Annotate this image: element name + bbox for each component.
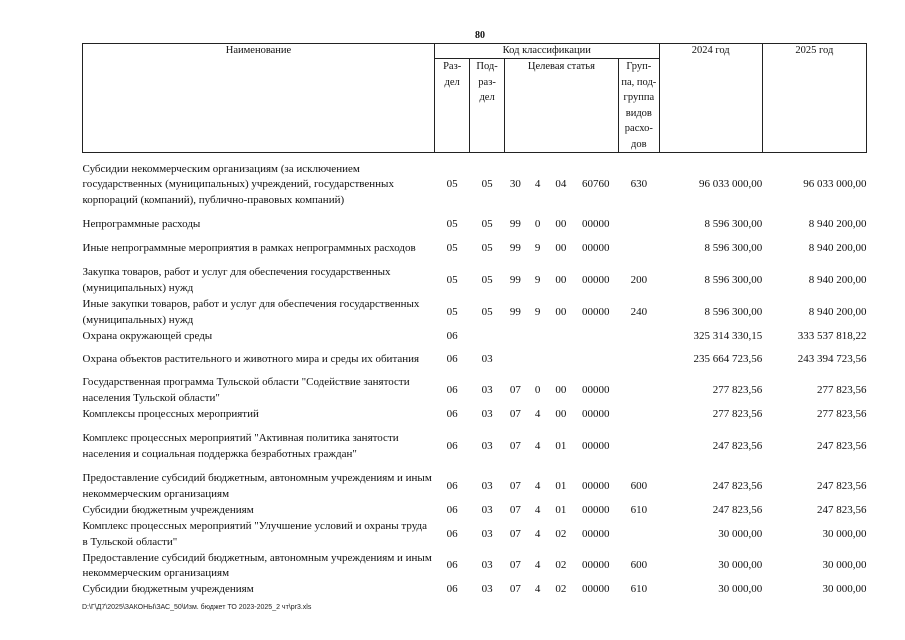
table-row: [83, 423, 867, 471]
row-target-event: [549, 345, 573, 375]
header-code-group: Код классификации: [434, 44, 659, 59]
row-expense-group: [619, 423, 660, 471]
row-target-program: 07: [509, 439, 521, 452]
row-target-type: 4: [534, 407, 541, 420]
row-razdel: 06: [446, 352, 458, 365]
row-expense-group: [619, 407, 660, 423]
row-target-program: 99: [509, 305, 521, 318]
table-row: [83, 551, 867, 582]
row-target-type: [527, 329, 549, 345]
row-amount-2025: 96 033 000,00: [803, 178, 867, 190]
row-target-code: 00000: [582, 217, 610, 230]
row-target-program: 99: [509, 217, 521, 230]
row-target-code: 00000: [582, 383, 610, 396]
row-target-code: [573, 329, 619, 345]
row-podrazdel: 03: [481, 407, 493, 420]
row-name: Непрограммные расходы: [82, 217, 201, 230]
table-row: [83, 407, 867, 423]
row-target-code: 00000: [582, 479, 610, 492]
row-target-code: 00000: [582, 407, 610, 420]
row-target-program: [504, 345, 526, 375]
budget-table: [82, 43, 867, 598]
row-target-code: [573, 345, 619, 375]
row-target-type: 9: [534, 273, 541, 286]
row-target-event: 00: [555, 217, 567, 230]
row-expense-group: 600: [630, 559, 648, 572]
row-razdel: 05: [446, 178, 458, 190]
row-razdel: 06: [446, 329, 458, 342]
row-expense-group: 610: [630, 503, 648, 516]
row-target-type: 4: [534, 439, 541, 452]
row-expense-group: 200: [630, 273, 648, 286]
row-target-program: 07: [509, 407, 521, 420]
row-target-code: 00000: [582, 527, 610, 540]
table-row: [83, 265, 867, 297]
row-target-type: 4: [534, 503, 541, 516]
row-podrazdel: 03: [481, 479, 493, 492]
row-razdel: 06: [446, 559, 458, 572]
row-target-program: 07: [509, 383, 521, 396]
row-target-code: 00000: [582, 439, 610, 452]
row-target-code: 00000: [582, 559, 610, 572]
row-razdel: 06: [446, 503, 458, 516]
header-group: Груп- па, под- группа видов расхо- дов: [619, 59, 660, 153]
row-amount-2025: 30 000,00: [822, 527, 867, 540]
table-body: [83, 153, 867, 598]
table-row: [83, 519, 867, 551]
row-amount-2025: 243 394 723,56: [797, 352, 867, 365]
row-target-type: 0: [534, 217, 541, 230]
row-name: Охрана объектов растительного и животного мира и среды их обитания: [82, 352, 420, 365]
row-amount-2024: 247 823,56: [712, 479, 763, 492]
row-amount-2025: 8 940 200,00: [808, 305, 867, 318]
row-podrazdel: 05: [481, 217, 493, 230]
table-row: [83, 217, 867, 233]
row-expense-group: [619, 233, 660, 265]
row-target-code: 00000: [582, 582, 610, 595]
row-name: Комплексы процессных мероприятий: [82, 407, 259, 420]
row-amount-2025: 247 823,56: [817, 439, 867, 452]
row-target-program: 07: [509, 527, 521, 540]
row-podrazdel: 03: [481, 527, 493, 540]
header-year-2024: 2024 год: [659, 44, 762, 153]
row-name: Государственная программа Тульской области "Содействие занятости населения Тульской области": [82, 376, 410, 404]
row-podrazdel: 03: [481, 503, 493, 516]
row-target-program: 07: [509, 559, 521, 572]
row-podrazdel: 05: [481, 178, 493, 190]
row-name: Комплекс процессных мероприятий "Улучшение условий и охраны труда в Тульской области": [82, 520, 427, 548]
row-target-type: 4: [534, 527, 541, 540]
row-target-event: 00: [555, 407, 567, 420]
row-razdel: 06: [446, 527, 458, 540]
row-expense-group: [619, 217, 660, 233]
row-razdel: 05: [446, 217, 458, 230]
row-podrazdel: [470, 329, 504, 345]
row-target-event: 00: [555, 305, 567, 318]
table-row: [83, 329, 867, 345]
row-name: Субсидии бюджетным учреждениям: [82, 582, 254, 595]
row-name: Субсидии бюджетным учреждениям: [82, 503, 254, 516]
row-podrazdel: 03: [481, 559, 493, 572]
row-target-type: [527, 345, 549, 375]
row-target-program: 99: [509, 273, 521, 286]
row-target-event: [549, 329, 573, 345]
row-expense-group: 240: [630, 305, 648, 318]
header-target: Целевая статья: [504, 59, 618, 153]
row-amount-2025: 8 940 200,00: [808, 241, 867, 254]
row-target-event: 01: [555, 503, 567, 516]
header-podrazdel: Под- раз- дел: [470, 59, 504, 153]
row-amount-2024: 8 596 300,00: [704, 217, 763, 230]
row-name: Субсидии некоммерческим организациям (за исключением государственных (муниципальных) учреждений, государственных корпораций (компаний), публично-правовых компаний): [82, 162, 394, 206]
row-target-event: 02: [555, 527, 567, 540]
row-razdel: 06: [446, 439, 458, 452]
row-amount-2024: 8 596 300,00: [704, 273, 763, 286]
row-target-type: 4: [534, 559, 541, 572]
row-target-event: 01: [555, 439, 567, 452]
row-target-type: 9: [534, 305, 541, 318]
row-amount-2025: 8 940 200,00: [808, 217, 867, 230]
row-podrazdel: 03: [481, 383, 493, 396]
header-razdel: Раз- дел: [434, 59, 469, 153]
row-target-type: 9: [534, 241, 541, 254]
table-row: [83, 233, 867, 265]
header-year-2025: 2025 год: [762, 44, 866, 153]
table-row: [83, 503, 867, 519]
row-razdel: 05: [446, 273, 458, 286]
row-target-event: 01: [555, 479, 567, 492]
row-target-program: 30: [509, 178, 521, 190]
row-expense-group: [619, 375, 660, 407]
row-target-program: [504, 329, 526, 345]
row-target-program: 07: [509, 479, 521, 492]
row-amount-2025: 8 940 200,00: [808, 273, 867, 286]
row-amount-2024: 325 314 330,15: [693, 329, 763, 342]
row-expense-group: 600: [630, 479, 648, 492]
row-target-program: 07: [509, 582, 521, 595]
row-target-event: 02: [555, 559, 567, 572]
row-podrazdel: 05: [481, 241, 493, 254]
row-amount-2025: 247 823,56: [817, 479, 867, 492]
row-amount-2024: 247 823,56: [712, 503, 763, 516]
row-target-code: 00000: [582, 273, 610, 286]
row-razdel: 06: [446, 407, 458, 420]
table-row: [83, 345, 867, 375]
row-razdel: 06: [446, 479, 458, 492]
file-path-footer: D:\Г\Д7\2025\ЗАКОНЫ\ЗАС_50\Изм. бюджет ТО 2023-2025_2 чт\pr3.xls: [82, 604, 312, 611]
row-amount-2025: 277 823,56: [817, 383, 867, 396]
row-expense-group: 610: [630, 582, 648, 595]
row-target-program: 07: [509, 503, 521, 516]
row-amount-2024: 96 033 000,00: [699, 178, 763, 190]
row-name: Предоставление субсидий бюджетным, автономным учреждениям и иным некоммерческим организациям: [82, 472, 432, 500]
row-name: Комплекс процессных мероприятий "Активная политика занятости населения и социальная поддержка безработных граждан": [82, 432, 399, 460]
row-target-code: 00000: [582, 503, 610, 516]
row-podrazdel: 05: [481, 273, 493, 286]
table-row: [83, 375, 867, 407]
row-expense-group: [619, 519, 660, 551]
row-target-type: 4: [534, 178, 541, 190]
row-target-event: 02: [555, 582, 567, 595]
row-razdel: 05: [446, 305, 458, 318]
table-row: [83, 471, 867, 503]
table-row: [83, 582, 867, 598]
row-target-code: 00000: [582, 241, 610, 254]
row-target-event: 00: [555, 241, 567, 254]
row-amount-2024: 247 823,56: [712, 439, 763, 452]
header-name: Наименование: [83, 44, 435, 153]
row-target-event: 00: [555, 383, 567, 396]
row-target-type: 4: [534, 479, 541, 492]
table-row: [83, 153, 867, 217]
row-amount-2024: 30 000,00: [718, 582, 763, 595]
row-target-program: 99: [509, 241, 521, 254]
row-amount-2025: 277 823,56: [817, 407, 867, 420]
row-expense-group: [619, 345, 660, 375]
row-name: Иные непрограммные мероприятия в рамках непрограммных расходов: [82, 241, 416, 254]
row-amount-2024: 8 596 300,00: [704, 241, 763, 254]
table-header: [83, 44, 867, 153]
row-razdel: 06: [446, 582, 458, 595]
row-amount-2024: 8 596 300,00: [704, 305, 763, 318]
row-name: Иные закупки товаров, работ и услуг для обеспечения государственных (муниципальных) нужд: [82, 298, 420, 326]
row-amount-2025: 30 000,00: [822, 559, 867, 572]
row-razdel: 05: [446, 241, 458, 254]
row-expense-group: [619, 329, 660, 345]
row-target-type: 0: [534, 383, 541, 396]
row-amount-2024: 30 000,00: [718, 559, 763, 572]
row-target-event: 00: [555, 273, 567, 286]
row-podrazdel: 03: [481, 352, 493, 365]
row-name: Закупка товаров, работ и услуг для обеспечения государственных (муниципальных) нужд: [82, 266, 391, 294]
row-amount-2025: 30 000,00: [822, 582, 867, 595]
row-razdel: 06: [446, 383, 458, 396]
row-podrazdel: 03: [481, 439, 493, 452]
row-name: Предоставление субсидий бюджетным, автономным учреждениям и иным некоммерческим организациям: [82, 551, 432, 579]
row-target-code: 00000: [582, 305, 610, 318]
row-target-code: 60760: [582, 178, 610, 190]
row-expense-group: 630: [630, 178, 648, 190]
row-target-event: 04: [555, 178, 567, 190]
row-amount-2025: 333 537 818,22: [797, 329, 867, 342]
row-amount-2024: 277 823,56: [712, 407, 763, 420]
page-number: 80: [475, 30, 485, 41]
row-amount-2024: 235 664 723,56: [693, 352, 763, 365]
row-podrazdel: 03: [481, 582, 493, 595]
row-amount-2025: 247 823,56: [817, 503, 867, 516]
row-amount-2024: 277 823,56: [712, 383, 763, 396]
row-name: Охрана окружающей среды: [82, 329, 213, 342]
row-podrazdel: 05: [481, 305, 493, 318]
table-row: [83, 297, 867, 329]
row-target-type: 4: [534, 582, 541, 595]
row-amount-2024: 30 000,00: [718, 527, 763, 540]
